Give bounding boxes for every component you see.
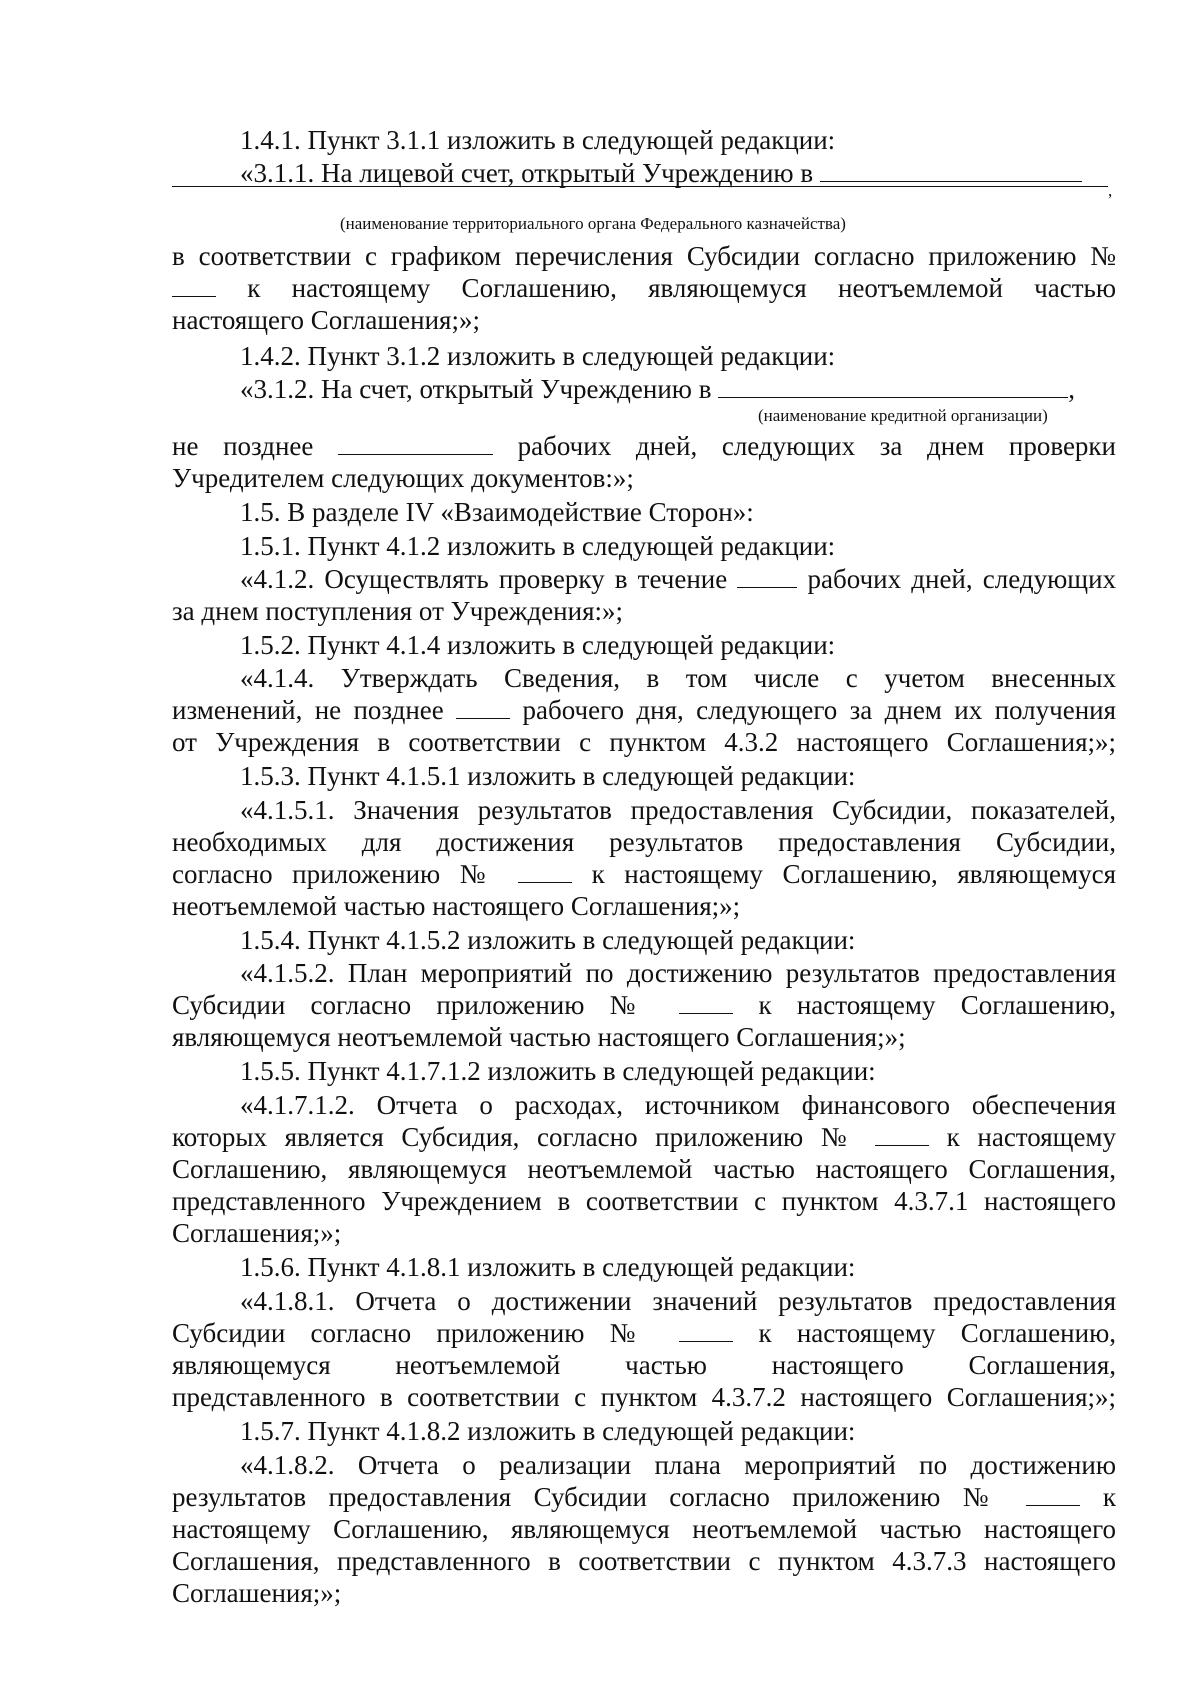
paragraph-line: Соглашению, являющемуся неотъемлемой частью настоящего Соглашения, [172, 1154, 1116, 1184]
paragraph-line [172, 694, 1116, 726]
paragraph-line: от Учреждения в соответствии с пунктом 4.3.2 настоящего Соглашения;»; [172, 727, 1116, 757]
blank-field [1026, 1482, 1080, 1506]
text: к настоящему Соглашению, являющемуся [591, 859, 1117, 889]
paragraph-line [172, 1317, 1116, 1349]
text: Субсидии согласно приложению № [172, 990, 654, 1020]
treasury-name-rule [172, 186, 1108, 187]
blank-field [737, 564, 797, 588]
text: рабочего дня, следующего за днем их получения [522, 695, 1117, 725]
paragraph-line: необходимых для достижения результатов предоставления Субсидии, [172, 827, 1116, 857]
text: к настоящему [946, 1122, 1117, 1152]
clause-3-1-1-line [240, 157, 1116, 189]
paragraph-line: Соглашения;»; [172, 1578, 342, 1608]
paragraph-line: неотъемлемой частью настоящего Соглашения;»; [172, 891, 741, 921]
paragraph-line: являющемуся неотъемлемой частью настоящего Соглашения;»; [172, 1022, 906, 1052]
paragraph-line: «4.1.5.1. Значения результатов предоставления Субсидии, показателей, [240, 795, 1116, 825]
paragraph-line [172, 989, 1116, 1021]
text: которых является Субсидия, согласно приложению № [172, 1122, 858, 1152]
paragraph-line: представленного в соответствии с пунктом 4.3.7.2 настоящего Соглашения;»; [172, 1382, 1116, 1412]
clause-1-5-7-heading: 1.5.7. Пункт 4.1.8.2 изложить в следующей редакции: [240, 1416, 856, 1446]
text: «4.1.2. Осуществлять проверку в течение [240, 564, 728, 594]
paragraph-line: Соглашения, представленного в соответствии с пунктом 4.3.7.3 настоящего [172, 1546, 1116, 1576]
text: к настоящему Соглашению, [758, 1318, 1117, 1348]
text: согласно приложению № [172, 859, 499, 889]
paragraph-line: «4.1.5.2. План мероприятий по достижению результатов предоставления [240, 958, 1116, 988]
clause-1-5-3-heading: 1.5.3. Пункт 4.1.5.1 изложить в следующей редакции: [240, 761, 856, 791]
text: «3.1.1. На лицевой счет, открытый Учреждению в [240, 158, 814, 188]
text: к [1102, 1482, 1116, 1512]
text: результатов предоставления Субсидии согласно приложению № [172, 1482, 1005, 1512]
text: к настоящему Соглашению, [758, 990, 1117, 1020]
clause-1-5-1-heading: 1.5.1. Пункт 4.1.2 изложить в следующей редакции: [240, 531, 836, 561]
clause-1-5-4-heading: 1.5.4. Пункт 4.1.5.2 изложить в следующей редакции: [240, 925, 856, 955]
paragraph-line: настоящему Соглашению, являющемуся неотъемлемой частью настоящего [172, 1514, 1116, 1544]
paragraph-line: Соглашения;»; [172, 1218, 342, 1248]
paragraph-line: «4.1.8.1. Отчета о достижении значений результатов предоставления [240, 1286, 1116, 1316]
section-1-5-heading: 1.5. В разделе IV «Взаимодействие Сторон»: [240, 497, 754, 527]
blank-field [820, 158, 1082, 182]
paragraph-line: в соответствии с графиком перечисления Субсидии согласно приложению № [172, 241, 1116, 271]
comma: , [1068, 374, 1075, 404]
paragraph-line [172, 1481, 1116, 1513]
paragraph-line: «4.1.7.1.2. Отчета о расходах, источником финансового обеспечения [240, 1090, 1116, 1120]
blank-field [456, 695, 510, 719]
clause-1-5-6-heading: 1.5.6. Пункт 4.1.8.1 изложить в следующей редакции: [240, 1252, 856, 1282]
blank-field [718, 374, 1068, 398]
clause-1-4-1-heading: 1.4.1. Пункт 3.1.1 изложить в следующей редакции: [240, 125, 836, 155]
text: не позднее [172, 431, 314, 461]
blank-field [518, 859, 572, 883]
blank-field [338, 431, 493, 455]
caption-bank: (наименование кредитной организации) [758, 406, 1048, 425]
clause-1-5-2-heading: 1.5.2. Пункт 4.1.4 изложить в следующей редакции: [240, 630, 836, 660]
text: Субсидии согласно приложению № [172, 1318, 654, 1348]
paragraph-line [240, 563, 1116, 595]
paragraph-line: «4.1.4. Утверждать Сведения, в том числе с учетом внесенных [240, 663, 1116, 693]
blank-field [679, 990, 733, 1014]
paragraph-line: являющемуся неотъемлемой частью настоящего Соглашения, [172, 1350, 1116, 1380]
paragraph-line: за днем поступления от Учреждения:»; [172, 596, 623, 626]
paragraph-line [172, 430, 1116, 462]
caption-treasury: (наименование территориального органа Федерального казначейства) [340, 214, 846, 233]
text: «3.1.2. На счет, открытый Учреждению в [240, 374, 712, 404]
text: рабочих дней, следующих за днем проверки [517, 431, 1116, 461]
paragraph-line: «4.1.8.2. Отчета о реализации плана мероприятий по достижению [240, 1450, 1116, 1480]
clause-1-4-2-heading: 1.4.2. Пункт 3.1.2 изложить в следующей редакции: [240, 341, 836, 371]
paragraph-line [172, 858, 1116, 890]
paragraph-line [172, 272, 1116, 304]
text: рабочих дней, следующих [807, 564, 1117, 594]
clause-3-1-2-line [240, 373, 1116, 405]
blank-field [875, 1122, 929, 1146]
text: изменений, не позднее [172, 695, 444, 725]
text: к настоящему Соглашению, являющемуся неотъемлемой частью [247, 273, 1116, 303]
paragraph-line: Учредителем следующих документов:»; [172, 463, 634, 493]
paragraph-line [172, 1121, 1116, 1153]
blank-field [172, 273, 216, 297]
blank-field [679, 1318, 733, 1342]
paragraph-line: настоящего Соглашения;»; [172, 305, 480, 335]
comma: , [1108, 181, 1113, 200]
clause-1-5-5-heading: 1.5.5. Пункт 4.1.7.1.2 изложить в следующей редакции: [240, 1056, 876, 1086]
paragraph-line: представленного Учреждением в соответствии с пунктом 4.3.7.1 настоящего [172, 1186, 1116, 1216]
